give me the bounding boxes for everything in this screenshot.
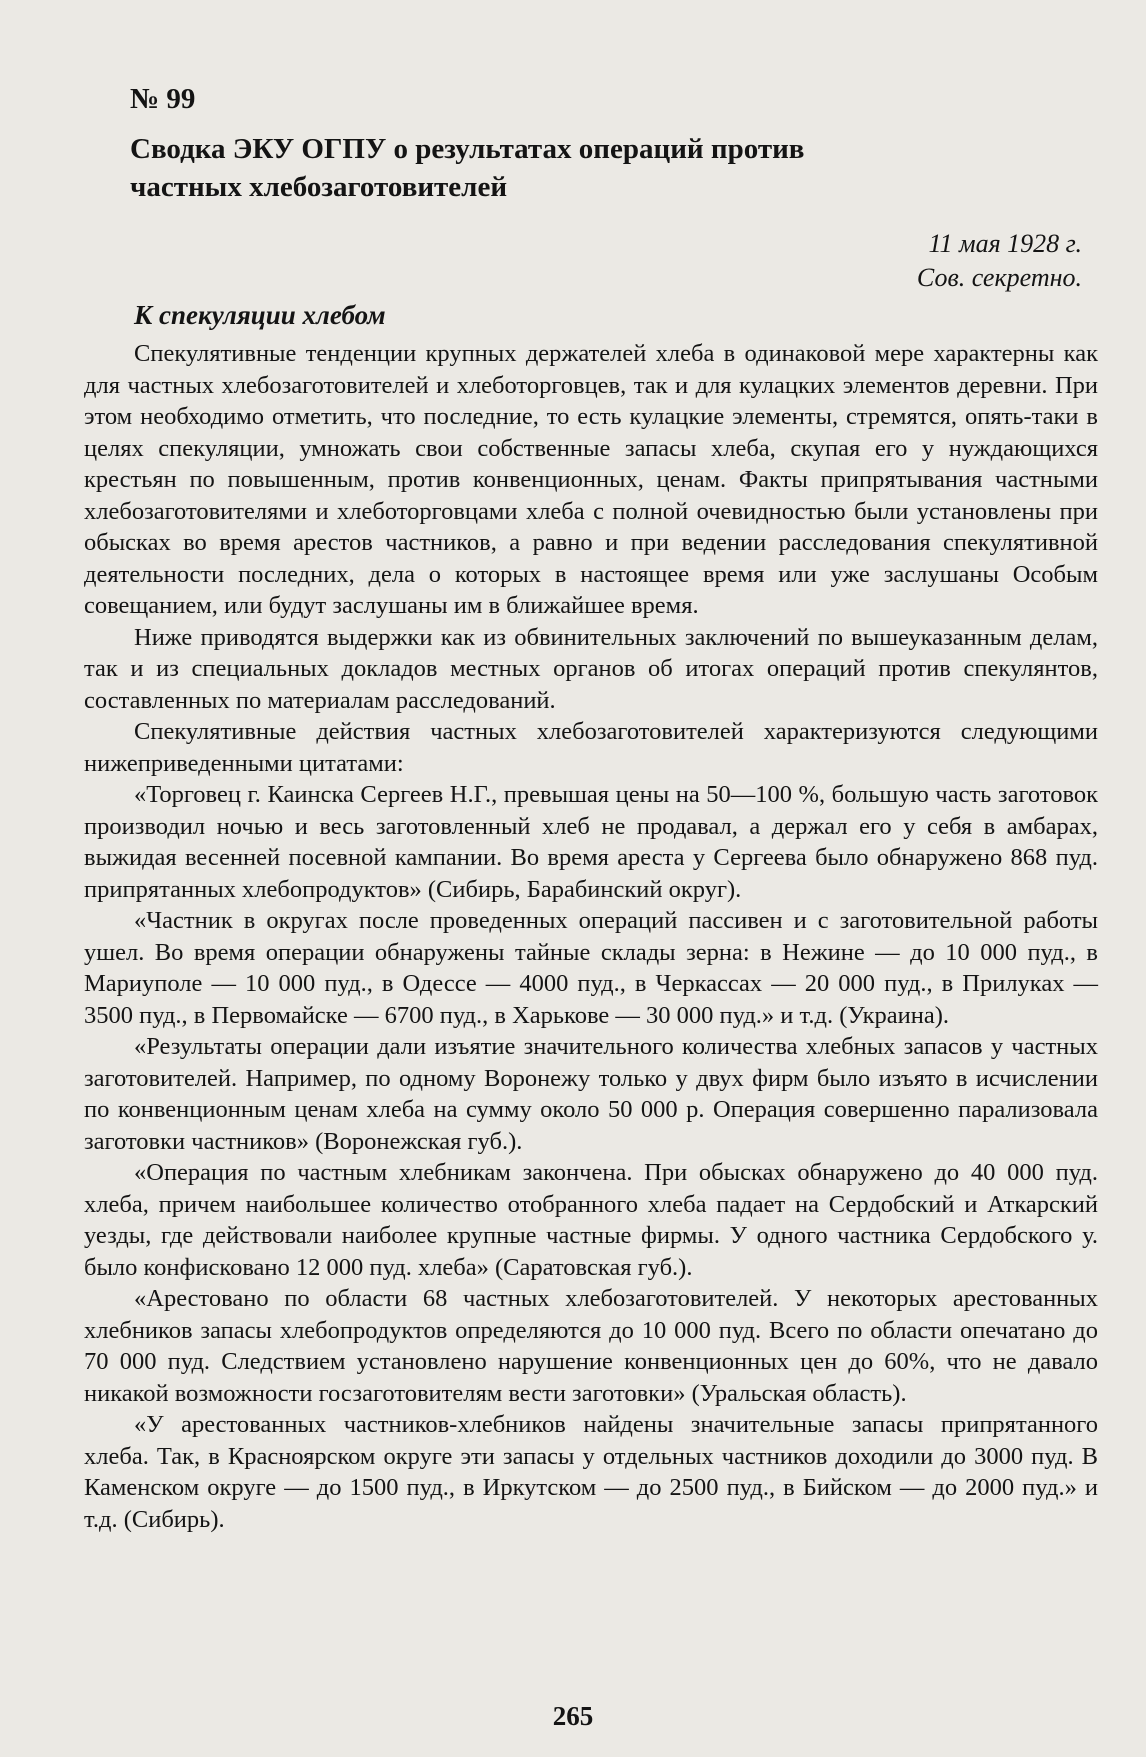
document-date: 11 мая 1928 г.	[928, 229, 1082, 258]
paragraph: «У арестованных частников-хлебников найдены значительные запасы припрятанного хлеба. Так, в Красноярском округе эти запасы у отдельных частников доходили до 3000 пуд. В Каменском округе — до 1500 пуд., в Иркутском — до 2500 пуд., в Бийском — до 2000 пуд.» и т.д. (Сибирь).	[84, 1411, 1098, 1533]
classification-label: Сов. секретно.	[916, 263, 1082, 292]
paragraph: Ниже приводятся выдержки как из обвинительных заключений по вышеуказанным делам, так и из специальных докладов местных органов об итогах операций против спекулянтов, составленных по материалам расследований.	[84, 623, 1098, 714]
document-body	[84, 338, 1098, 1535]
page-number: 265	[552, 1701, 594, 1731]
paragraph: Спекулятивные тенденции крупных держателей хлеба в одинаковой мере характерны как для частных хлебозаготовителей и хлеботорговцев, так и для кулацких элементов деревни. При этом необходимо отметить, что последние, то есть кулацкие элементы, стремятся, опять-таки в целях спекуляции, умножать свои собственные запасы хлеба, скупая его у нуждающихся крестьян по повышенным, против конвенционных, ценам. Факты припрятывания частными хлебозаготовителями и хлеботорговцами хлеба с полной очевидностью были установлены при обысках во время арестов частников, а равно и при ведении расследования спекулятивной деятельности последних, дела о которых в настоящее время или уже заслушаны Особым совещанием, или будут заслушаны им в ближайшее время.	[84, 340, 1098, 619]
paragraph: «Торговец г. Каинска Сергеев Н.Г., превышая цены на 50—100 %, большую часть заготовок производил ночью и весь заготовленный хлеб не продавал, а держал его у себя в амбарах, выжидая весенней посевной кампании. Во время ареста у Сергеева было обнаружено 868 пуд. припрятанных хлебопродуктов» (Сибирь, Барабинский округ).	[84, 781, 1098, 903]
section-heading: К спекуляции хлебом	[134, 300, 386, 330]
paragraph: «Результаты операции дали изъятие значительного количества хлебных запасов у частных заготовителей. Например, по одному Воронежу только у двух фирм было изъято в исчислении по конвенционным ценам хлеба на сумму около 50 000 р. Операция совершенно парализовала заготовки частников» (Воронежская губ.).	[84, 1033, 1098, 1155]
paragraph: «Арестовано по области 68 частных хлебозаготовителей. У некоторых арестованных хлебников запасы хлебопродуктов определяются до 10 000 пуд. Всего по области опечатано до 70 000 пуд. Следствием установлено нарушение конвенционных цен до 60%, что не давало никакой возможности госзаготовителям вести заготовки» (Уральская область).	[84, 1285, 1098, 1407]
document-number: № 99	[130, 83, 196, 115]
paragraph: «Операция по частным хлебникам закончена. При обысках обнаружено до 40 000 пуд. хлеба, причем наибольшее количество отобранного хлеба падает на Сердобский и Аткарский уезды, где действовали наиболее крупные частные фирмы. У одного частника Сердобского у. было конфисковано 12 000 пуд. хлеба» (Саратовская губ.).	[84, 1159, 1098, 1281]
paragraph: «Частник в округах после проведенных операций пассивен и с заготовительной работы ушел. Во время операции обнаружены тайные склады зерна: в Нежине — до 10 000 пуд., в Мариуполе — 10 000 пуд., в Одессе — 4000 пуд., в Черкассах — 20 000 пуд., в Прилуках — 3500 пуд., в Первомайске — 6700 пуд., в Харькове — 30 000 пуд.» и т.д. (Украина).	[84, 907, 1098, 1029]
paragraph: Спекулятивные действия частных хлебозаготовителей характеризуются следующими нижеприведенными цитатами:	[84, 718, 1098, 777]
document-title: Сводка ЭКУ ОГПУ о результатах операций против частных хлебозаготовителей	[130, 133, 805, 203]
